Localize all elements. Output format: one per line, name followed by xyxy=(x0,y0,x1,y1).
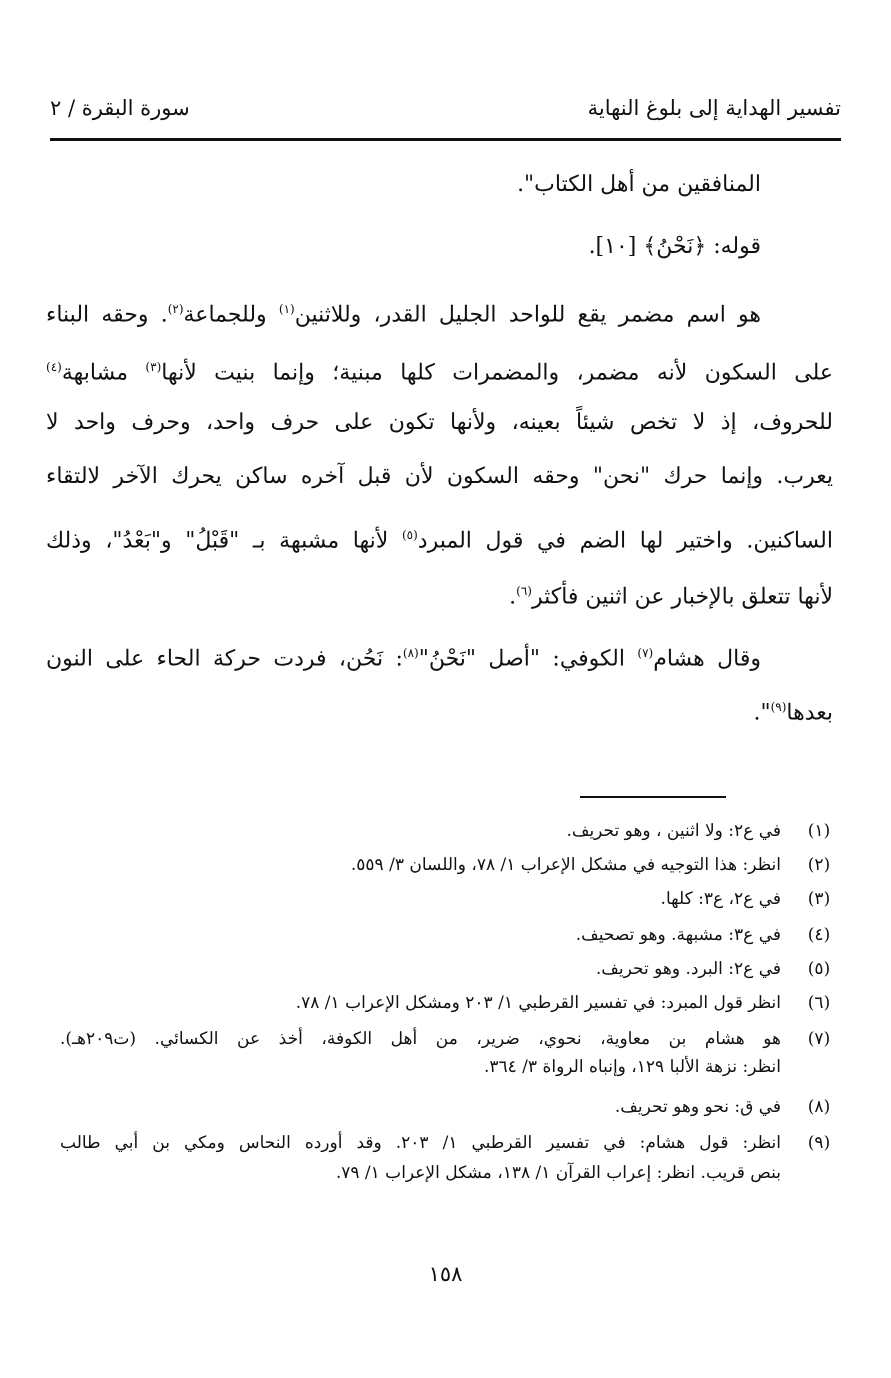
page-number: ١٥٨ xyxy=(428,1262,463,1286)
footnote-text: في ع٣: مشبهة. وهو تصحيف. xyxy=(575,925,781,945)
text-line-3: هو اسم مضمر يقع للواحد الجليل القدر، وللاثنين$^{(١)}$ وللجماعة$^{(٢)}$. وحقه البناء xyxy=(46,302,761,328)
text-line-10: بعدها$^{(٩)}$". xyxy=(753,700,833,726)
footnote-number: (٨) xyxy=(807,1097,831,1117)
footnote-number: (١) xyxy=(807,821,831,841)
footnote-number: (٩) xyxy=(807,1133,831,1153)
text-line-9: وقال هشام$^{(٧)}$ الكوفي: "أصل "نَحْنُ"$^{(٨)}$: نَحُن، فردت حركة الحاء على النون xyxy=(46,646,762,672)
text-line-7: الساكنين. واختير لها الضم في قول المبرد$^{(٥)}$ لأنها مشبهة بـ "قَبْلُ" و"بَعْدُ"، وذلك xyxy=(46,528,833,554)
footnote-number: (٦) xyxy=(807,993,831,1013)
text-line-2: قوله: ﴿نَحْنُ﴾ [١٠]. xyxy=(588,234,761,259)
footnote-text: في ع٢: ولا اثنين ، وهو تحريف. xyxy=(566,821,781,841)
footnote-text: في ق: نحو وهو تحريف. xyxy=(614,1097,781,1117)
footnote-text: بنص قريب. انظر: إعراب القرآن ١/ ١٣٨، مشكل الإعراب ١/ ٧٩. xyxy=(335,1163,781,1183)
footnote-number: (٤) xyxy=(807,925,831,945)
footnote-number: (٣) xyxy=(807,889,831,909)
footnote-number: (٧) xyxy=(807,1029,831,1049)
text-line-8: لأنها تتعلق بالإخبار عن اثنين فأكثر$^{(٦)}$. xyxy=(509,584,833,610)
footnote-text: في ع٢، ع٣: كلها. xyxy=(660,889,781,909)
footnote-text: انظر: نزهة الألبا ١٢٩، وإنباه الرواة ٣/ ٣٦٤. xyxy=(483,1057,781,1077)
running-header xyxy=(50,92,841,134)
text-line-5: للحروف، إذ لا تخص شيئاً بعينه، ولأنها تكون على حرف واحد، وحرف واحد لا xyxy=(46,410,833,435)
text-line-4: على السكون لأنه مضمر، والمضمرات كلها مبنية؛ وإنما بنيت لأنها$^{(٣)}$ مشابهة$^{(٤)}$ xyxy=(46,360,833,386)
text-line-1: المنافقين من أهل الكتاب". xyxy=(517,172,761,197)
footnote-text: انظر قول المبرد: في تفسير القرطبي ١/ ٢٠٣ ومشكل الإعراب ١/ ٧٨. xyxy=(295,993,781,1013)
footnote-text: انظر: قول هشام: في تفسير القرطبي ١/ ٢٠٣. وقد أورده النحاس ومكي بن أبي طالب xyxy=(60,1133,781,1153)
footnote-text: انظر: هذا التوجيه في مشكل الإعراب ١/ ٧٨، واللسان ٣/ ٥٥٩. xyxy=(350,855,781,875)
footnote-number: (٢) xyxy=(807,855,831,875)
footnote-text: هو هشام بن معاوية، نحوي، ضرير، من أهل الكوفة، أخذ عن الكسائي. (ت٢٠٩هـ). xyxy=(60,1029,781,1049)
footnote-number: (٥) xyxy=(807,959,831,979)
footnote-text: في ع٢: البرد. وهو تحريف. xyxy=(595,959,781,979)
surah-reference: سورة البقرة / ٢ xyxy=(50,96,190,120)
footnote-divider xyxy=(580,796,726,798)
book-title: تفسير الهداية إلى بلوغ النهاية xyxy=(587,96,841,120)
header-divider xyxy=(50,138,841,141)
text-line-6: يعرب. وإنما حرك "نحن" وحقه السكون لأن قبل آخره ساكن يحرك الآخر لالتقاء xyxy=(46,464,833,489)
